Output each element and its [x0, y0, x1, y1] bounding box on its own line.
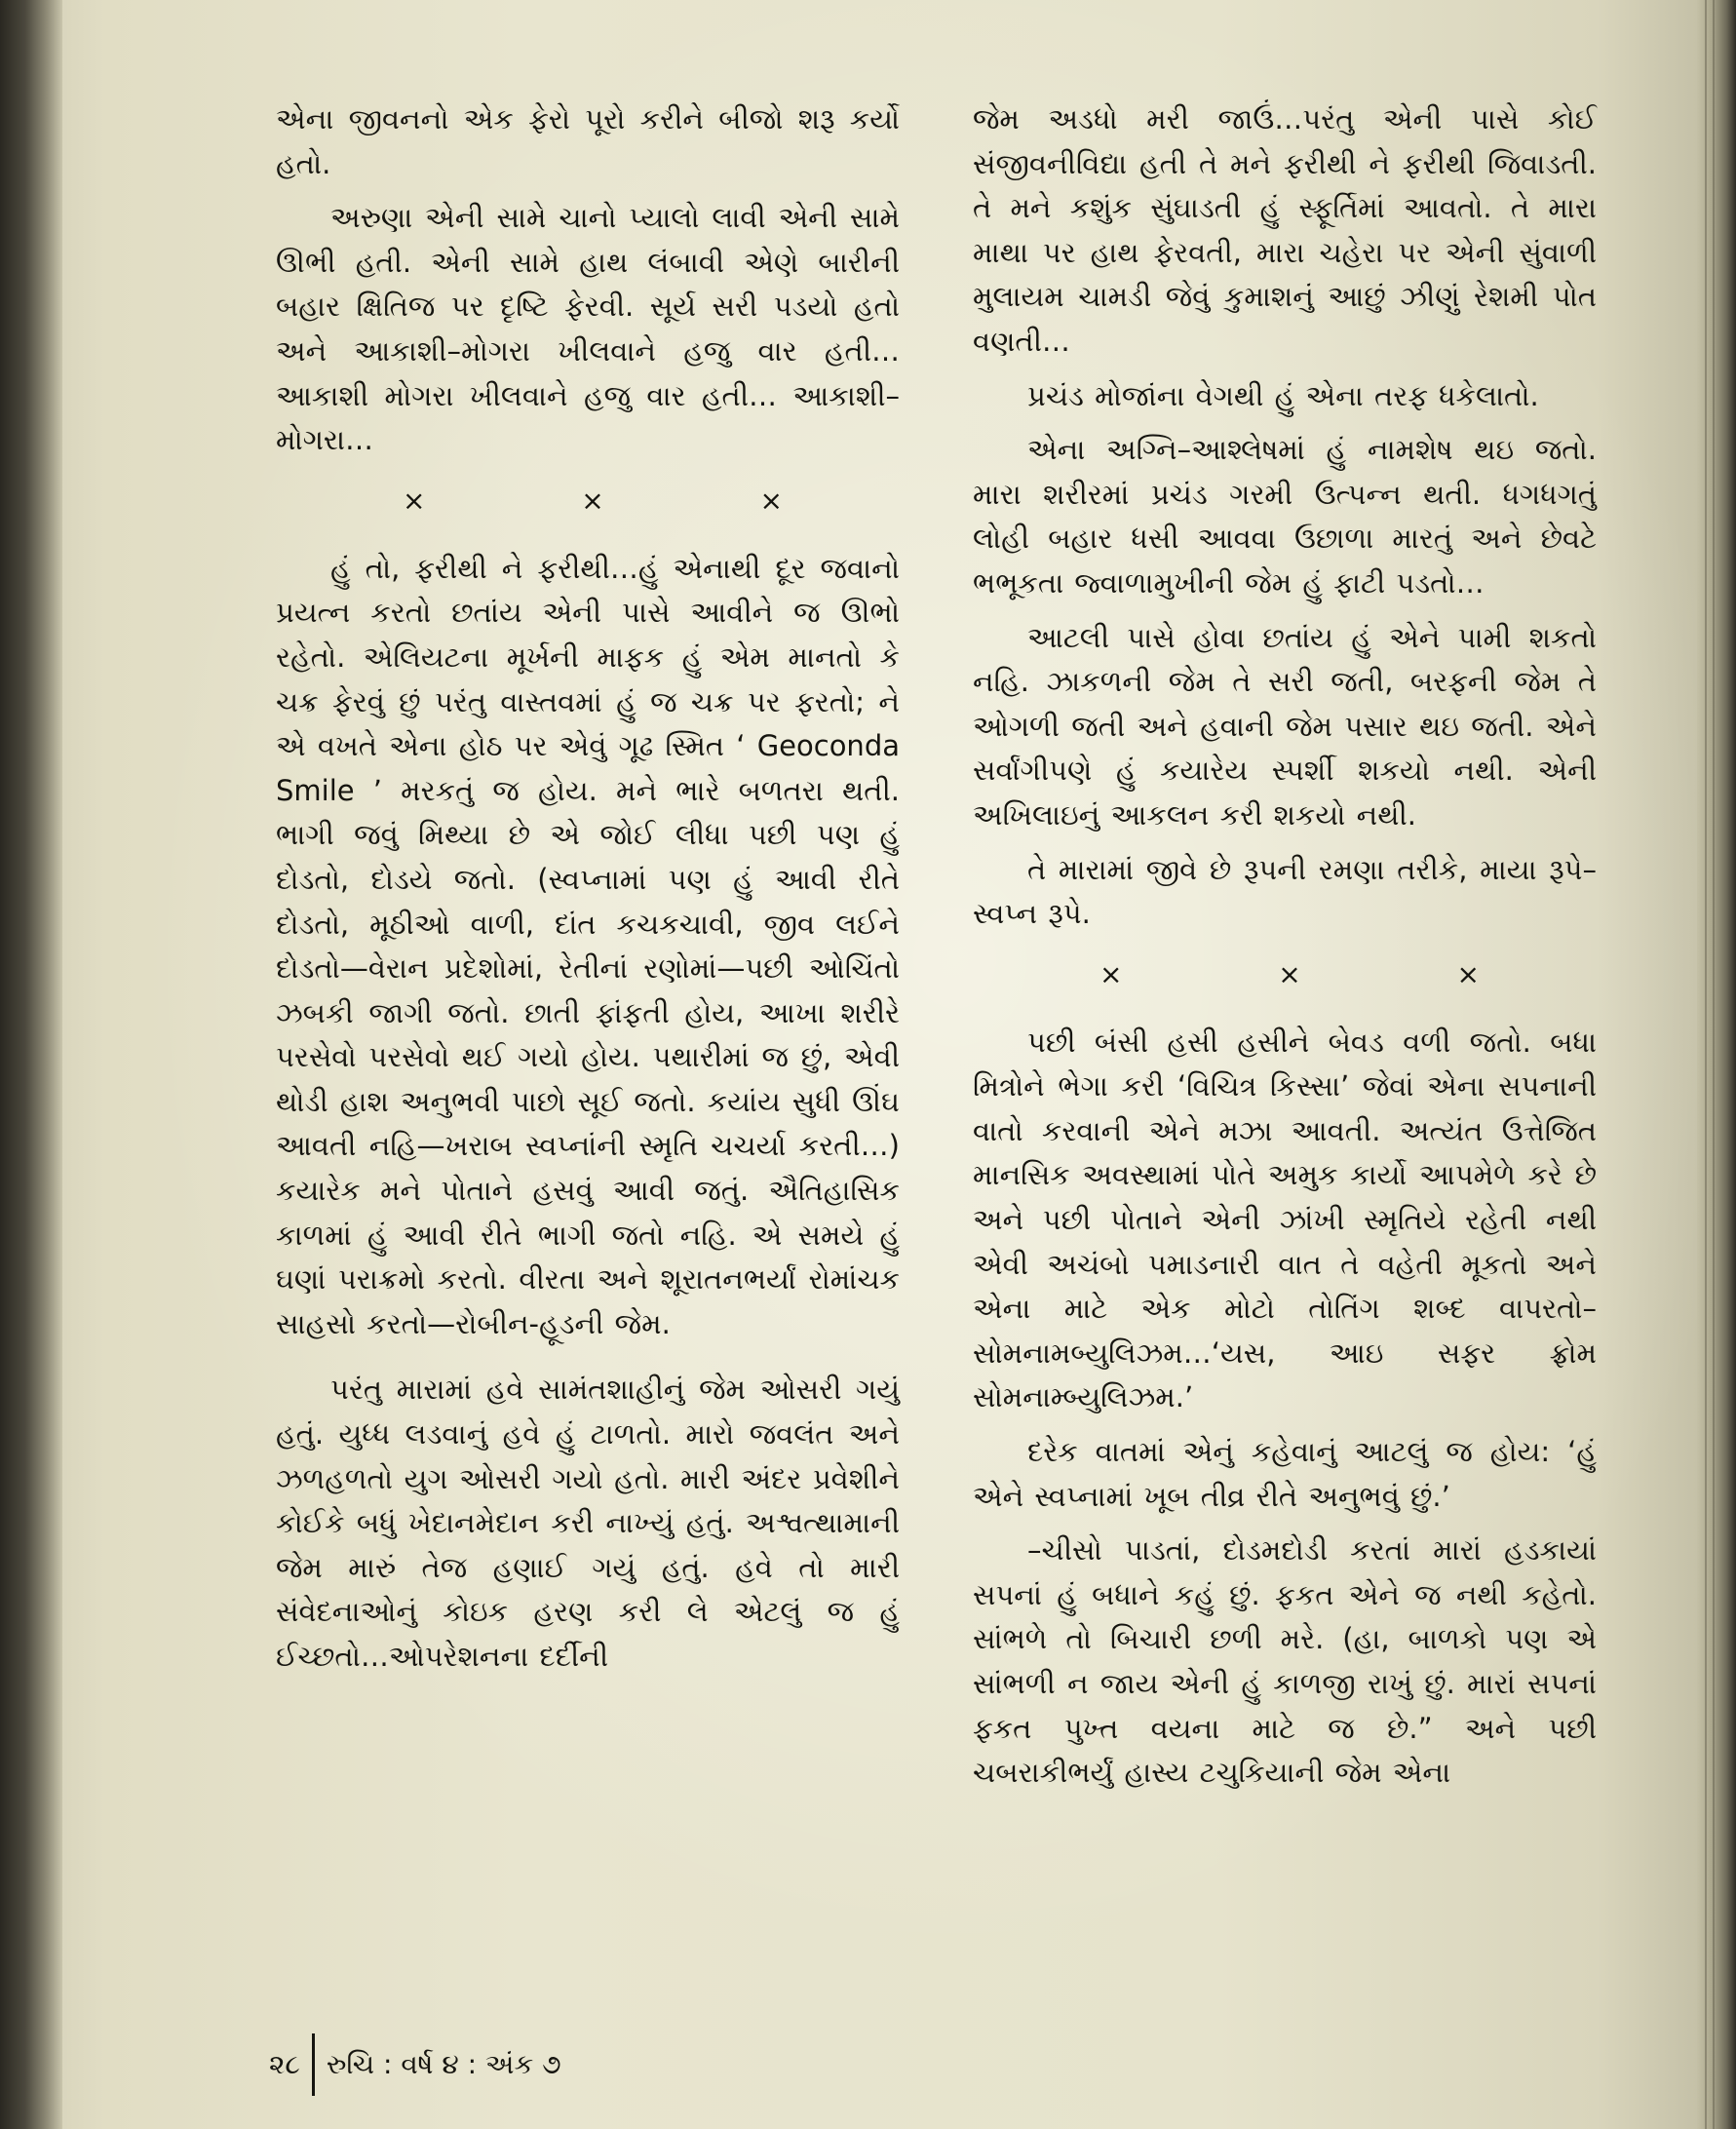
section-break [276, 484, 900, 518]
paragraph: પ્રચંડ મોજાંના વેગથી હું એના તરફ ધકેલાતો. [1027, 378, 1539, 412]
paragraph: તે મારામાં જીવે છે રૂપની રમણા તરીકે, માયા રૂપે–સ્વપ્ન રૂપે. [973, 852, 1597, 931]
book-binding-shadow [0, 0, 62, 2129]
paragraph: –ચીસો પાડતાં, દોડમદોડી કરતાં મારાં હડકાયાં સપનાં હું બધાને કહું છું. ફકત એને જ નથી કહેતો. સાંભળે તો બિચારી છળી મરે. (હા, બાળકો પણ એ સાંભળી ન જાય એની હું કાળજી રાખું છું. મારાં સપનાં ફકત પુખ્ત વયના માટે જ છે.” અને પછી ચબરાકીભર્યું હાસ્ય ટચુકિયાની જેમ એના [973, 1533, 1597, 1790]
paragraph: પછી બંસી હસી હસીને બેવડ વળી જતો. બધા મિત્રોને ભેગા કરી ‘વિચિત્ર કિસ્સા’ જેવાં એના સપનાની વાતો કરવાની એને મઝા આવતી. અત્યંત ઉત્તેજિત માનસિક અવસ્થામાં પોતે અમુક કાર્યો આપમેળે કરે છે અને પછી પોતાને એની ઝાંખી સ્મૃતિયે રહેતી નથી એવી અચંબો પમાડનારી વાત તે વહેતી મૂકતો અને એના માટે એક મોટો તોતિંગ શબ્દ વાપરતો–સોમનામબ્યુલિઝમ…‘યસ, આઇ સફર ફ્રોમ સોમનામ્બ્યુલિઝમ.’ [973, 1025, 1597, 1414]
journal-issue: રુચિ : વર્ષ ૪ : અંક ૭ [326, 2048, 561, 2080]
section-break-mark: × [403, 484, 426, 517]
paragraph: એના અગ્નિ–આશ્લેષમાં હું નામશેષ થઇ જતો. મારા શરીરમાં પ્રચંડ ગરમી ઉત્પન્ન થતી. ધગધગતું લોહી બહાર ધસી આવવા ઉછાળા મારતું અને છેવટે ભભૂકતા જ્વાળામુખીની જેમ હું ફાટી પડતો… [973, 433, 1597, 600]
left-text-column [276, 97, 900, 1689]
right-text-column [973, 97, 1597, 1805]
paragraph: આટલી પાસે હોવા છતાંય હું એને પામી શકતો નહિ. ઝાકળની જેમ તે સરી જતી, બરફની જેમ તે ઓગળી જતી અને હવાની જેમ પસાર થઇ જતી. એને સર્વાંગીપણે હું કયારેય સ્પર્શી શકયો નથી. એની અખિલાઇનું આકલન કરી શકયો નથી. [973, 620, 1597, 832]
section-break-mark: × [581, 484, 604, 517]
page-edge-line [1705, 0, 1707, 2129]
section-break-mark: × [1456, 957, 1480, 990]
section-break-mark: × [1278, 957, 1301, 990]
page-edge-line [1713, 0, 1715, 2129]
footer-divider [312, 2033, 315, 2096]
paragraph: જેમ અડધો મરી જાઉં…પરંતુ એની પાસે કોઈ સંજીવનીવિદ્યા હતી તે મને ફરીથી ને ફરીથી જિવાડતી. તે મને કશુંક સુંઘાડતી હું સ્ફૂર્તિમાં આવતો. તે મારા માથા પર હાથ ફેરવતી, મારા ચહેરા પર એની સુંવાળી મુલાયમ ચામડી જેવું કુમાશનું આછું ઝીણું રેશમી પોત વણતી… [973, 102, 1597, 358]
page-footer [269, 2033, 561, 2096]
section-break [973, 958, 1597, 991]
section-break-mark: × [759, 484, 783, 517]
paragraph: પરંતુ મારામાં હવે સામંતશાહીનું જેમ ઓસરી ગયું હતું. યુધ્ધ લડવાનું હવે હું ટાળતો. મારો જવલંત અને ઝળહળતો યુગ ઓસરી ગયો હતો. મારી અંદર પ્રવેશીને કોઈકે બધું ખેદાનમેદાન કરી નાખ્યું હતું. અશ્વત્થામાની જેમ મારું તેજ હણાઈ ગયું હતું. હવે તો મારી સંવેદનાઓનું કોઇક હરણ કરી લે એટલું જ હું ઈચ્છતો…ઓપરેશનના દર્દીની [276, 1373, 900, 1673]
paragraph: અરુણા એની સામે ચાનો પ્યાલો લાવી એની સામે ઊભી હતી. એની સામે હાથ લંબાવી એણે બારીની બહાર ક્ષિતિજ પર દૃષ્ટિ ફેરવી. સૂર્ય સરી પડયો હતો અને આકાશી–મોગરા ખીલવાને હજુ વાર હતી…આકાશી મોગરા ખીલવાને હજુ વાર હતી… આકાશી–મોગરા… [276, 201, 900, 457]
paragraph: એના જીવનનો એક ફેરો પૂરો કરીને બીજો શરૂ કર્યો હતો. [276, 102, 900, 180]
section-break-mark: × [1099, 957, 1123, 990]
paragraph: દરેક વાતમાં એનું કહેવાનું આટલું જ હોય: ‘હું એને સ્વપ્નામાં ખૂબ તીવ્ર રીતે અનુભવું છું.’ [973, 1435, 1597, 1513]
paragraph: હું તો, ફરીથી ને ફરીથી…હું એનાથી દૂર જવાનો પ્રયત્ન કરતો છતાંય એની પાસે આવીને જ ઊભો રહેતો. એલિયટના મૂર્ખની માફક હું એમ માનતો કે ચક્ર ફેરવું છું પરંતુ વાસ્તવમાં હું જ ચક્ર પર ફરતો; ને એ વખતે એના હોઠ પર એવું ગૂઢ સ્મિત ‘ Geoconda Smile ’ મરકતું જ હોય. મને ભારે બળતરા થતી. ભાગી જવું મિથ્યા છે એ જોઈ લીધા પછી પણ હું દોડતો, દોડયે જતો. (સ્વપ્નામાં પણ હું આવી રીતે દોડતો, મૂઠીઓ વાળી, દાંત કચકચાવી, જીવ લઈને દોડતો—વેરાન પ્રદેશોમાં, રેતીનાં રણોમાં—પછી ઓચિંતો ઝબકી જાગી જતો. છાતી ફાંફતી હોય, આખા શરીરે પરસેવો પરસેવો થઈ ગયો હોય. પથારીમાં જ છું, એવી થોડી હાશ અનુભવી પાછો સૂઈ જતો. કયાંય સુધી ઊંઘ આવતી નહિ—ખરાબ સ્વપ્નાંની સ્મૃતિ ચચર્યા કરતી…) કયારેક મને પોતાને હસવું આવી જતું. ઐતિહાસિક કાળમાં હું આવી રીતે ભાગી જતો નહિ. એ સમયે હું ઘણાં પરાક્રમો કરતો. વીરતા અને શૂરાતનભર્યાં રોમાંચક સાહસો કરતો—રોબીન-હૂડની જેમ. [276, 551, 900, 1340]
page-number: ૨૮ [269, 2048, 300, 2080]
page-edge [1697, 0, 1736, 2129]
